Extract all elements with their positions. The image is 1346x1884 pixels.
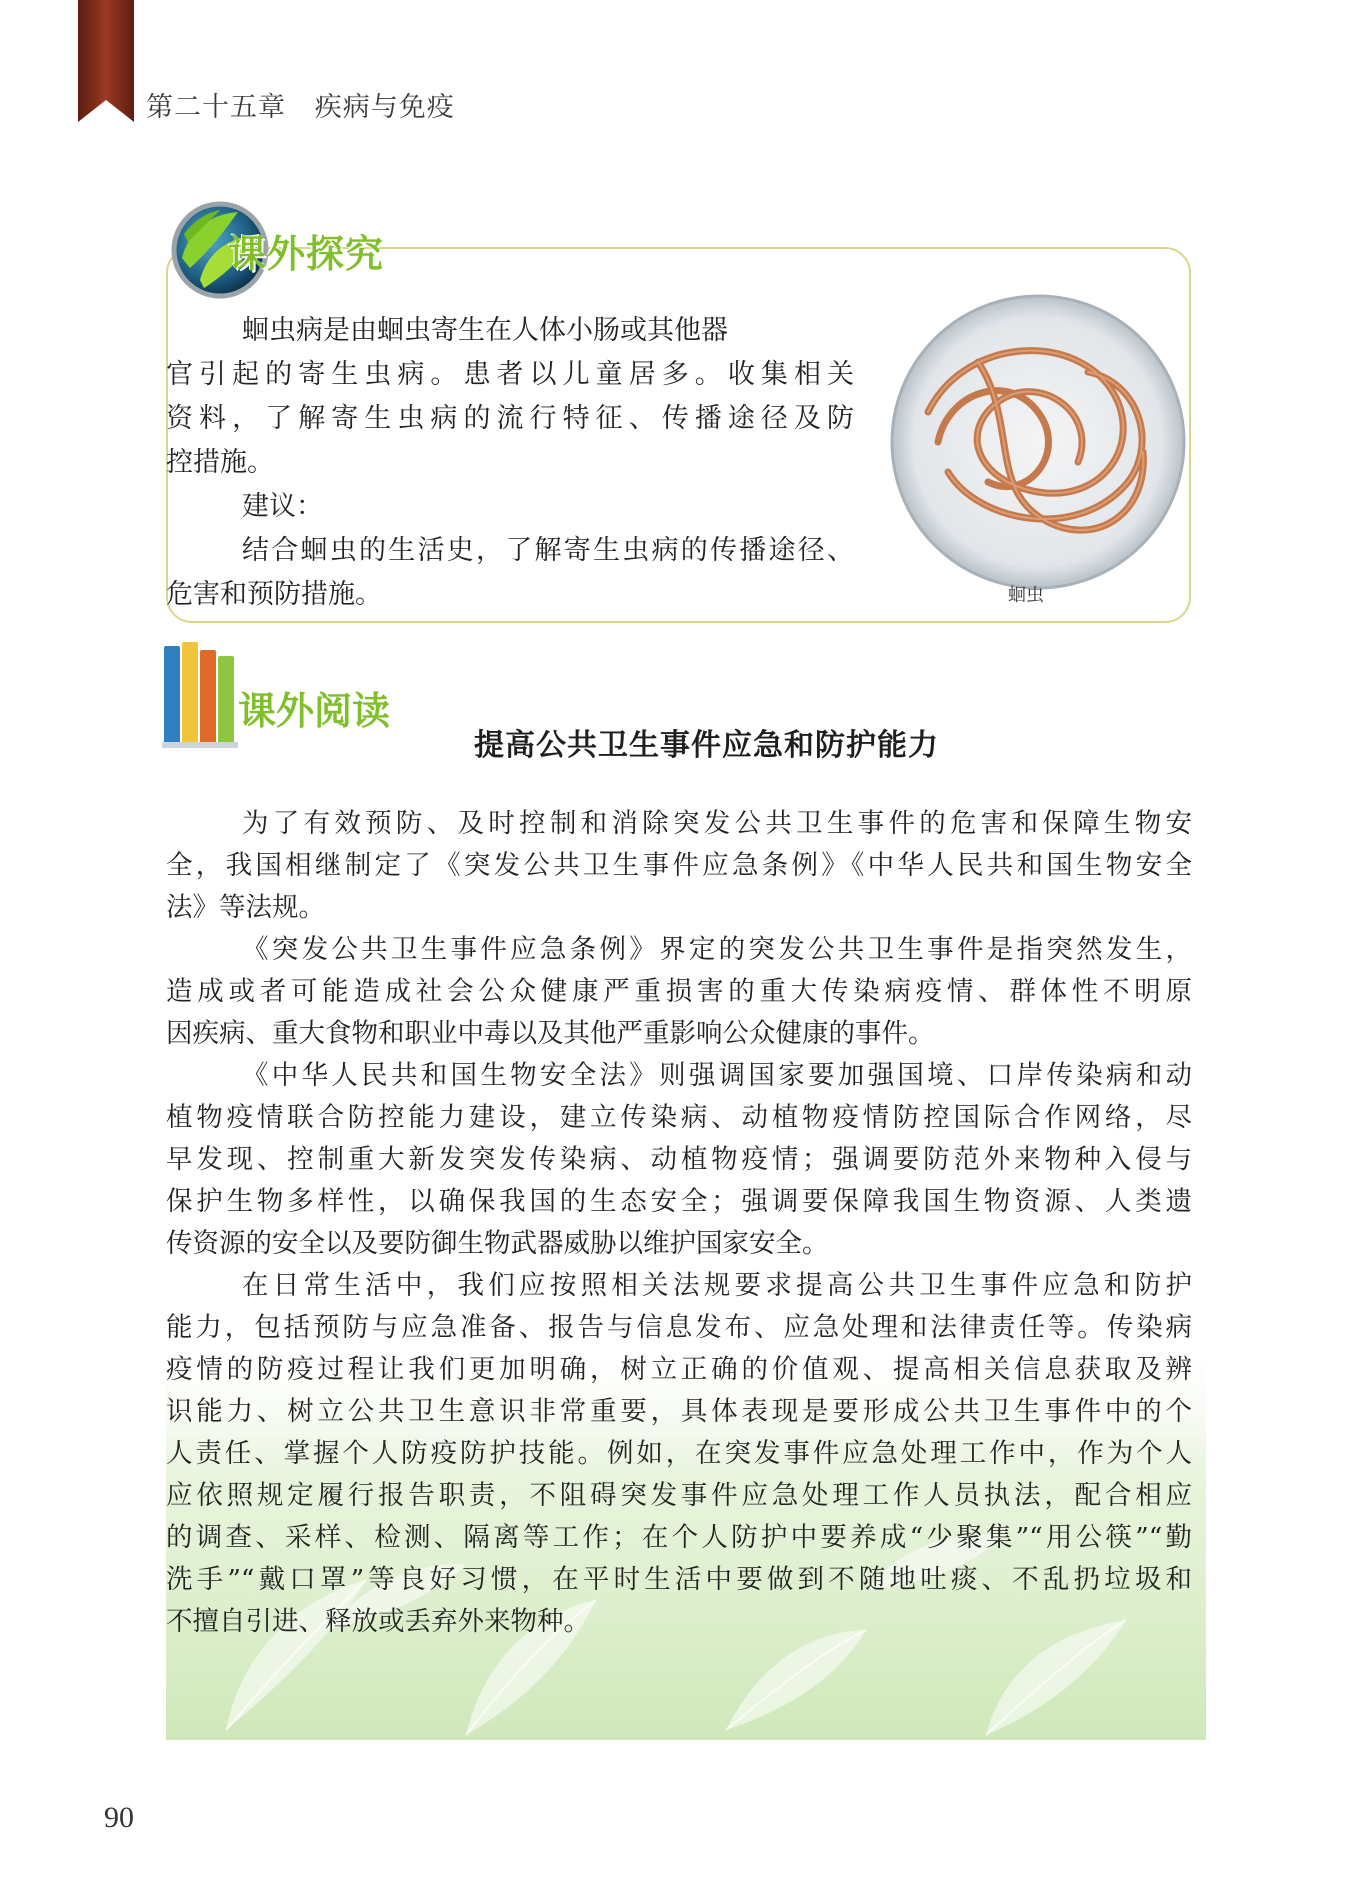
article-text-line: 疫情的防疫过程让我们更加明确，树立正确的价值观、提高相关信息获取及辨 bbox=[166, 1354, 1192, 1385]
article-text-line: 洗手”“戴口罩”等良好习惯，在平时生活中要做到不随地吐痰、不乱扔垃圾和 bbox=[166, 1564, 1192, 1595]
article-text-line: 能力，包括预防与应急准备、报告与信息发布、应急处理和法律责任等。传染病 bbox=[166, 1312, 1192, 1343]
article-text-line: 早发现、控制重大新发突发传染病、动植物疫情；强调要防范外来物种入侵与 bbox=[166, 1144, 1192, 1175]
article-text-line: 《突发公共卫生事件应急条例》界定的突发公共卫生事件是指突然发生， bbox=[242, 934, 1192, 965]
article-text-line: 不擅自引进、释放或丢弃外来物种。 bbox=[166, 1606, 590, 1637]
article-text-line: 全，我国相继制定了《突发公共卫生事件应急条例》《中华人民共和国生物安全 bbox=[166, 850, 1192, 881]
article-text-line: 在日常生活中，我们应按照相关法规要求提高公共卫生事件应急和防护 bbox=[242, 1270, 1192, 1301]
inquiry-text-line: 官引起的寄生虫病。患者以儿童居多。收集相关 bbox=[166, 359, 854, 390]
inquiry-heading: 课外探究 bbox=[228, 232, 385, 276]
article-text-line: 传资源的安全以及要防御生物武器威胁以维护国家安全。 bbox=[166, 1228, 829, 1259]
chapter-ribbon bbox=[78, 0, 134, 122]
article-text-line: 保护生物多样性，以确保我国的生态安全；强调要保障我国生物资源、人类遗 bbox=[166, 1186, 1192, 1217]
article-text-line: 为了有效预防、及时控制和消除突发公共卫生事件的危害和保障生物安 bbox=[242, 808, 1192, 839]
article-text-line: 人责任、掌握个人防疫防护技能。例如，在突发事件应急处理工作中，作为个人 bbox=[166, 1438, 1192, 1469]
article-title: 提高公共卫生事件应急和防护能力 bbox=[474, 728, 939, 763]
chapter-title: 第二十五章 疾病与免疫 bbox=[146, 92, 455, 123]
inquiry-text-line: 结合蛔虫的生活史，了解寄生虫病的传播途径、 bbox=[242, 535, 854, 566]
page-number: 90 bbox=[104, 1801, 134, 1834]
photo-caption: 蛔虫 bbox=[1008, 585, 1044, 606]
roundworm-photo bbox=[888, 292, 1188, 592]
inquiry-text-line: 蛔虫病是由蛔虫寄生在人体小肠或其他器 bbox=[242, 315, 728, 346]
inquiry-text-line: 控措施。 bbox=[166, 447, 274, 478]
inquiry-suggestion-label: 建议： bbox=[242, 491, 323, 522]
article-text-line: 造成或者可能造成社会公众健康严重损害的重大传染病疫情、群体性不明原 bbox=[166, 976, 1192, 1007]
article-text-line: 应依照规定履行报告职责，不阻碍突发事件应急处理工作人员执法，配合相应 bbox=[166, 1480, 1192, 1511]
inquiry-text-line: 危害和预防措施。 bbox=[166, 579, 382, 610]
books-icon bbox=[162, 640, 238, 750]
article-text-line: 《中华人民共和国生物安全法》则强调国家要加强国境、口岸传染病和动 bbox=[242, 1060, 1192, 1091]
article-text-line: 植物疫情联合防控能力建设，建立传染病、动植物疫情防控国际合作网络，尽 bbox=[166, 1102, 1192, 1133]
article-text-line: 的调查、采样、检测、隔离等工作；在个人防护中要养成“少聚集”“用公筷”“勤 bbox=[166, 1522, 1192, 1553]
reading-heading: 课外阅读 bbox=[238, 689, 391, 733]
inquiry-text-line: 资料，了解寄生虫病的流行特征、传播途径及防 bbox=[166, 403, 854, 434]
article-text-line: 法》等法规。 bbox=[166, 892, 325, 923]
article-text-line: 识能力、树立公共卫生意识非常重要，具体表现是要形成公共卫生事件中的个 bbox=[166, 1396, 1192, 1427]
article-text-line: 因疾病、重大食物和职业中毒以及其他严重影响公众健康的事件。 bbox=[166, 1018, 935, 1049]
